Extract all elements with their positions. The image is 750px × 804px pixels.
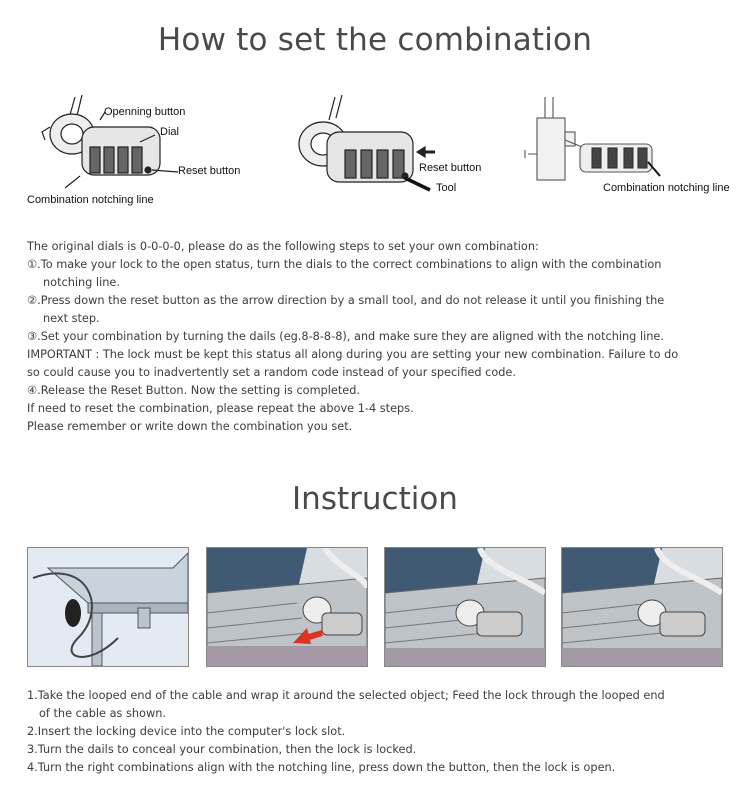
instruction-steps — [27, 687, 737, 777]
combination-instructions — [27, 238, 727, 436]
reset-note: If need to reset the combination, please repeat the above 1-4 steps. — [27, 402, 414, 415]
label-reset-button: Reset button — [178, 165, 241, 177]
instruction-title: Instruction — [292, 481, 458, 517]
instruction-step-3: 3.Turn the dails to conceal your combination, then the lock is locked. — [27, 743, 417, 756]
intro-text: The original dials is 0-0-0-0, please do as the following steps to set your own combination: — [27, 240, 539, 253]
step-3: ③.Set your combination by turning the dails (eg.8-8-8-8), and make sure they are aligned with the notching line. — [27, 330, 664, 343]
label-reset-button-2: Reset button — [419, 162, 482, 174]
instruction-step-4: 4.Turn the right combinations align with the notching line, press down the button, then the lock is open. — [27, 761, 616, 774]
lock-diagram-reset-tool — [285, 92, 495, 212]
remember-note: Please remember or write down the combination you set. — [27, 420, 353, 433]
photo-lock-open — [561, 547, 723, 667]
instruction-step-1-cont: of the cable as shown. — [39, 707, 166, 720]
lock-diagram-notching-line — [520, 92, 670, 192]
photo-insert-lock — [206, 547, 368, 667]
important-note-cont: so could cause you to inadvertently set a random code instead of your specified code. — [27, 366, 516, 379]
label-tool: Tool — [436, 182, 457, 194]
page-title: How to set the combination — [157, 22, 593, 58]
label-openning-button: Openning button — [104, 106, 186, 118]
instruction-step-2: 2.Insert the locking device into the computer's lock slot. — [27, 725, 346, 738]
important-note: IMPORTANT : The lock must be kept this status all along during you are setting your new combination. Failure to do — [27, 348, 679, 361]
step-2: ②.Press down the reset button as the arrow direction by a small tool, and do not release it until you finishing the — [27, 294, 665, 307]
photo-cable-wrap — [27, 547, 189, 667]
step-1-cont: notching line. — [43, 276, 120, 289]
photo-lock-locked — [384, 547, 546, 667]
label-combination-notching-line-2: Combination notching line — [603, 182, 730, 194]
label-dial: Dial — [160, 126, 179, 138]
step-1: ①.To make your lock to the open status, turn the dials to the correct combinations to align with the combination — [27, 258, 662, 271]
label-combination-notching-line: Combination notching line — [27, 194, 154, 206]
step-2-cont: next step. — [43, 312, 100, 325]
instruction-step-1: 1.Take the looped end of the cable and wrap it around the selected object; Feed the lock through the looped end — [27, 689, 665, 702]
step-4: ④.Release the Reset Button. Now the setting is completed. — [27, 384, 360, 397]
